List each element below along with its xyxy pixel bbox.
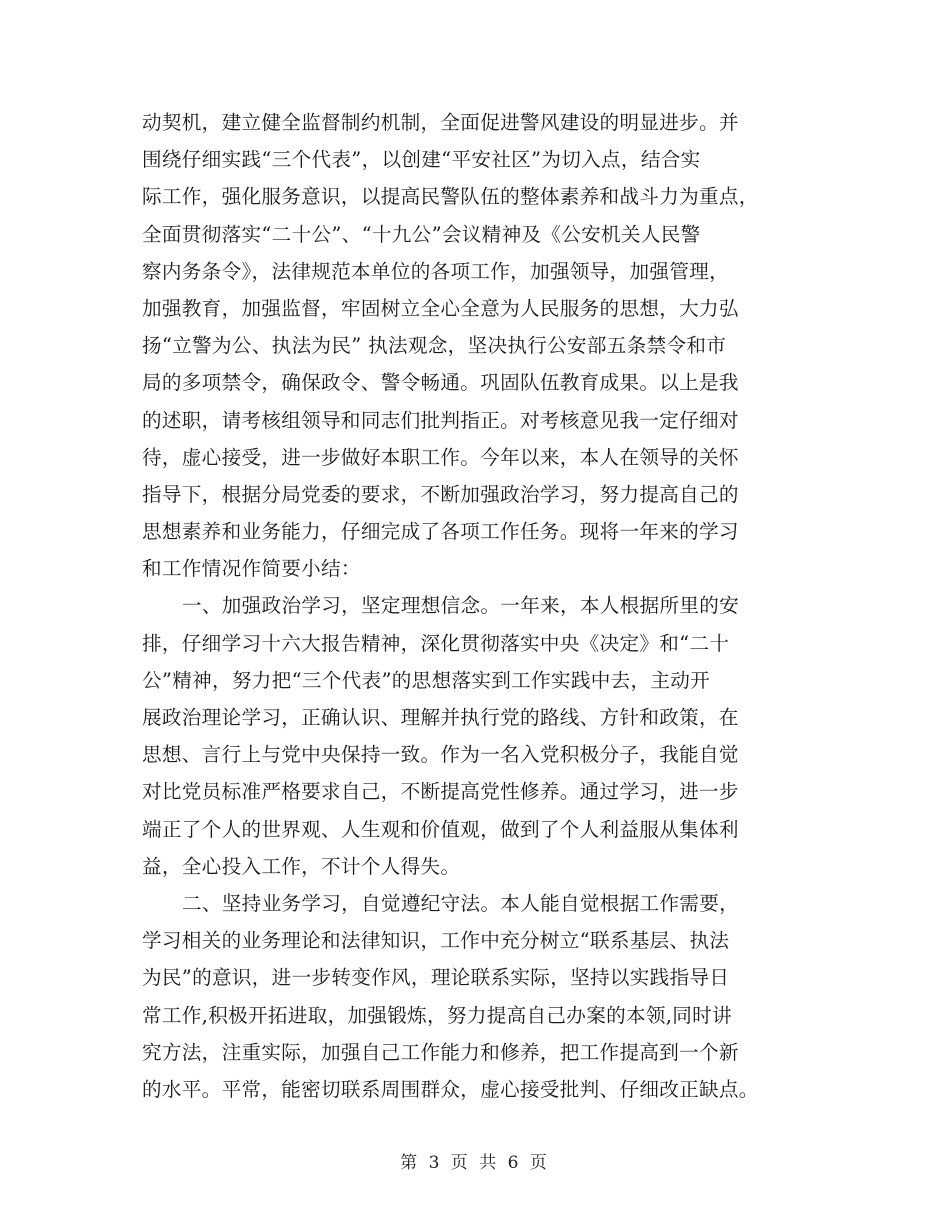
body-text — [142, 104, 822, 1108]
text-line: 动契机，建立健全监督制约机制，全面促进警风建设的明显进步。并 — [142, 111, 739, 134]
text-line: 对比党员标准严格要求自己，不断提高党性修养。通过学习，进一步 — [142, 780, 739, 804]
text-line: 围绕仔细实践“三个代表”，以创建“平安社区”为切入点，结合实 — [142, 148, 701, 172]
page-number-footer: 第 3 页 共 6 页 — [400, 1153, 550, 1173]
text-line: 扬“立警为公、执法为民” 执法观念，坚决执行公安部五条禁令和市 — [142, 334, 727, 358]
text-line: 常工作,积极开拓进取，加强锻炼，努力提高自己办案的本领,同时讲 — [142, 1003, 732, 1027]
text-line: 排，仔细学习十六大报告精神，深化贯彻落实中央《决定》和“二十 — [142, 631, 730, 655]
text-line: 公”精神，努力把“三个代表”的思想落实到工作实践中去，主动开 — [142, 668, 711, 692]
text-line: 为民”的意识，进一步转变作风，理论联系实际，坚持以实践指导日 — [142, 966, 730, 990]
text-line: 际工作，强化服务意识，以提高民警队伍的整体素养和战斗力为重点， — [142, 185, 759, 209]
text-line: 益，全心投入工作，不计个人得失。 — [142, 854, 461, 878]
text-line: 全面贯彻落实“二十公”、“十九公”会议精神及《公安机关人民警 — [142, 222, 701, 246]
section-heading-line: 二、坚持业务学习，自觉遵纪守法。本人能自觉根据工作需要， — [182, 891, 740, 915]
text-line: 端正了个人的世界观、人生观和价值观，做到了个人利益服从集体利 — [142, 817, 739, 841]
text-line: 的述职，请考核组领导和同志们批判指正。对考核意见我一定仔细对 — [142, 408, 739, 432]
text-line: 指导下，根据分局党委的要求，不断加强政治学习，努力提高自己的 — [142, 482, 739, 506]
text-line: 加强教育，加强监督，牢固树立全心全意为人民服务的思想，大力弘 — [142, 296, 739, 320]
text-line: 和工作情况作简要小结： — [142, 557, 361, 581]
text-line: 展政治理论学习，正确认识、理解并执行党的路线、方针和政策，在 — [142, 706, 739, 729]
text-line: 究方法，注重实际，加强自己工作能力和修养，把工作提高到一个新 — [142, 1040, 739, 1064]
text-line: 思想素养和业务能力，仔细完成了各项工作任务。现将一年来的学习 — [142, 520, 739, 544]
text-line: 思想、言行上与党中央保持一致。作为一名入党积极分子，我能自觉 — [142, 743, 739, 767]
text-line: 待，虚心接受，进一步做好本职工作。今年以来，本人在领导的关怀 — [142, 445, 739, 469]
text-line: 学习相关的业务理论和法律知识，工作中充分树立“联系基层、执法 — [142, 929, 730, 953]
text-line: 察内务条令》，法律规范本单位的各项工作，加强领导，加强管理， — [142, 259, 730, 283]
text-line: 的水平。平常，能密切联系周围群众，虚心接受批判、仔细改正缺点。 — [142, 1077, 759, 1101]
text-line: 局的多项禁令，确保政令、警令畅通。巩固队伍教育成果。以上是我 — [142, 371, 739, 395]
section-heading-line: 一、加强政治学习，坚定理想信念。一年来，本人根据所里的安 — [182, 594, 740, 618]
